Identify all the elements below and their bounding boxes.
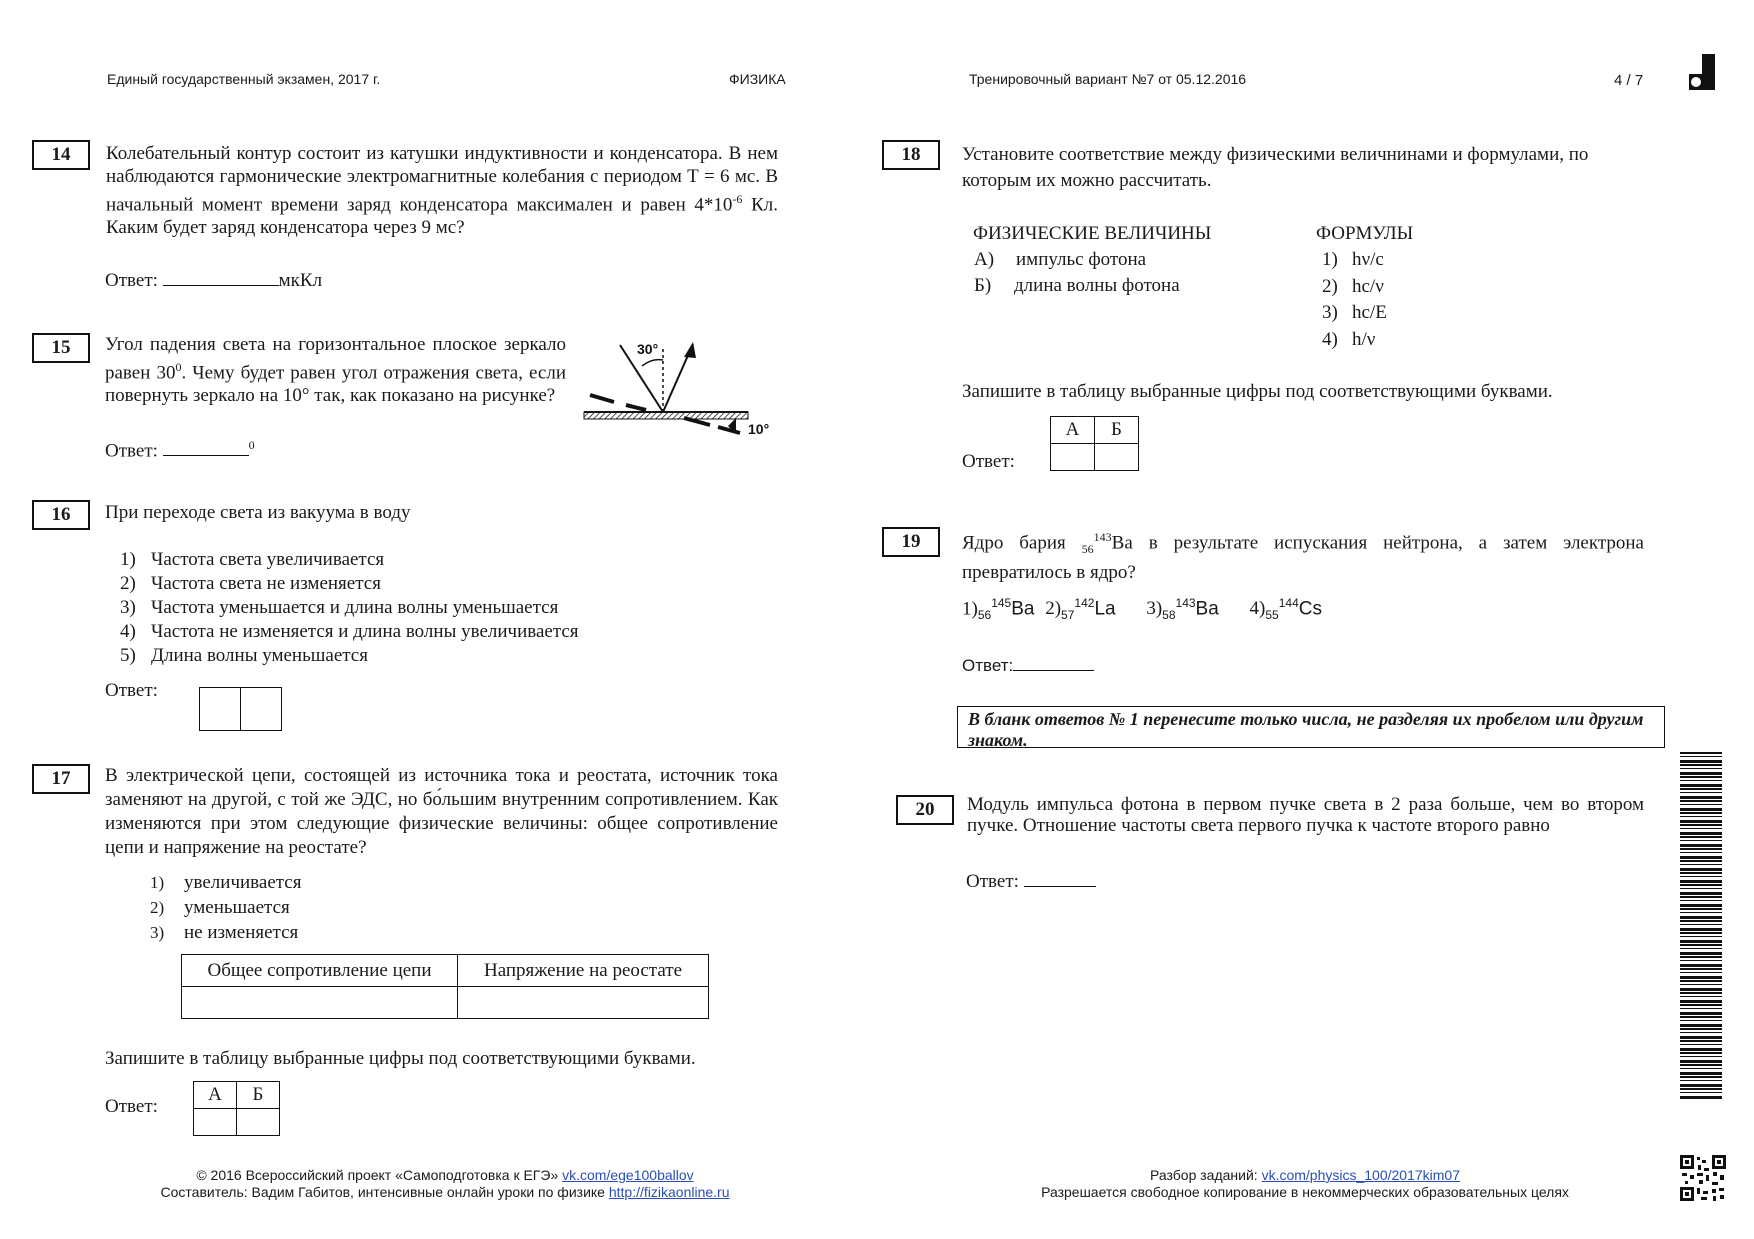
question-text: Угол падения света на горизонтальное плоское зеркало равен $30^0$. Чему будет равен угол отражения света, если повернуть зеркало на 10° так, как показано на рисунке?: [105, 334, 566, 407]
list-item: 2) hc/ν: [1322, 275, 1384, 297]
answer-cell[interactable]: [194, 1109, 237, 1136]
question-number: 14: [32, 140, 90, 170]
column-letter: Б: [1095, 417, 1139, 444]
barcode-icon: [1680, 752, 1722, 1100]
option-list: [120, 548, 579, 668]
list-item: 3) Частота уменьшается и длина волны уменьшается: [120, 597, 559, 618]
footer-analysis: Разбор заданий: vk.com/physics_100/2017kim07: [1150, 1167, 1460, 1183]
qr-code-icon: [1680, 1155, 1726, 1201]
answer-table: [193, 1081, 280, 1136]
list-item: 1) Частота света увеличивается: [120, 549, 385, 570]
column-title: ФИЗИЧЕСКИЕ ВЕЛИЧИНЫ: [973, 223, 1212, 244]
instruction-text: Запишите в таблицу выбранные цифры под соответствующими буквами.: [962, 381, 1553, 402]
answer-label: Ответ:: [105, 440, 158, 462]
list-item: 4) h/ν: [1322, 328, 1376, 350]
table-header: Напряжение на реостате: [458, 955, 709, 987]
answer-label: Ответ:: [105, 680, 158, 701]
answer-cell[interactable]: [200, 688, 241, 731]
question-number: 20: [896, 795, 954, 825]
answer-label: Ответ:: [962, 656, 1014, 675]
list-item: А) импульс фотона: [974, 249, 1147, 270]
question-number: 16: [32, 500, 90, 530]
footer-copyright: © 2016 Всероссийский проект «Самоподготовка к ЕГЭ» vk.com/ege100ballov: [196, 1167, 694, 1183]
formula-list: [1322, 247, 1387, 353]
answer-boxes: [199, 687, 282, 731]
exam-title: Единый государственный экзамен, 2017 г.: [107, 71, 381, 87]
mirror-reflection-figure: [580, 330, 780, 442]
answer-label: Ответ:: [105, 270, 158, 291]
degree-mark: 0: [248, 438, 255, 452]
question-number: 18: [882, 140, 940, 170]
table-header: Общее сопротивление цепи: [182, 955, 458, 987]
question-number: 17: [32, 764, 90, 794]
list-item: 3) не изменяется: [150, 922, 299, 943]
question-text: При переходе света из вакуума в воду: [105, 502, 411, 523]
page-number: 4 / 7: [1614, 72, 1644, 89]
answer-input[interactable]: [1013, 670, 1094, 671]
angle-label: 10°: [748, 421, 770, 437]
list-item: 2) Частота света не изменяется: [120, 573, 381, 594]
answer-cell[interactable]: [1051, 444, 1095, 471]
mirror-hatch: [584, 412, 748, 419]
question-text: Установите соответствие между физическими величнинами и формулами, по которым их можно рассчитать.: [962, 144, 1589, 191]
list-item: 3) hc/E: [1322, 302, 1387, 323]
corner-mark-icon: [1689, 54, 1715, 90]
nuclide-options: $1)_{56}^{145}Ba$ $2)_{57}^{142}La$ $3)_{58}^{143}Ba$ $4)_{55}^{144}Cs$: [962, 596, 1322, 623]
instruction-text: Запишите в таблицу выбранные цифры под соответствующими буквами.: [105, 1048, 696, 1069]
question-number: 19: [882, 527, 940, 557]
answer-cell[interactable]: [241, 688, 282, 731]
answer-label: Ответ:: [105, 1096, 158, 1117]
footer-author: Составитель: Вадим Габитов, интенсивные онлайн уроки по физике http://fizikaonline.ru: [160, 1184, 730, 1200]
list-item: 1) увеличивается: [150, 872, 302, 893]
angle-label: 30°: [637, 341, 659, 357]
answer-label: Ответ:: [966, 871, 1019, 892]
column-letter: Б: [237, 1082, 280, 1109]
list-item: 5) Длина волны уменьшается: [120, 645, 368, 666]
answer-cell[interactable]: [237, 1109, 280, 1136]
answer-line: [105, 434, 255, 462]
footer-link[interactable]: vk.com/ege100ballov: [562, 1167, 694, 1183]
quantity-table: [181, 954, 709, 1019]
answer-line: [105, 269, 322, 292]
column-letter: А: [1051, 417, 1095, 444]
question-text: Ядро бария $_{56}^{143}$Ва в результате испускания нейтрона, а затем электрона превратилось в ядро?: [962, 530, 1644, 584]
question-text: Модуль импульса фотона в первом пучке света в 2 раза больше, чем во втором пучке. Отношение частоты света первого пучка к частоте второго равно: [967, 794, 1644, 836]
footer-link[interactable]: http://fizikaonline.ru: [608, 1184, 730, 1200]
column-title: ФОРМУЛЫ: [1316, 223, 1414, 244]
table-cell[interactable]: [182, 987, 458, 1019]
answer-cell[interactable]: [1095, 444, 1139, 471]
list-item: 4) Частота не изменяется и длина волны увеличивается: [120, 621, 579, 642]
answer-table: [1050, 416, 1139, 471]
question-text: В электрической цепи, состоящей из источника тока и реостата, источник тока заменяют на другой, с той же ЭДС, но бо́льшим внутренним сопротивлением. Как изменяются при этом следующие физические величины: общее сопротивление цепи и напряжение на реостате?: [105, 765, 778, 858]
answer-input[interactable]: [163, 285, 279, 286]
transfer-notice: В бланк ответов № 1 перенесите только числа, не разделяя их пробелом или другим знаком.: [957, 706, 1665, 748]
table-cell[interactable]: [458, 987, 709, 1019]
question-number: 15: [32, 333, 90, 363]
list-item: 1) hν/c: [1322, 249, 1384, 270]
subject-title: ФИЗИКА: [729, 71, 786, 87]
answer-line: [962, 656, 1094, 676]
answer-line: [966, 870, 1096, 893]
answer-label: Ответ:: [962, 451, 1015, 472]
list-item: Б) длина волны фотона: [974, 275, 1180, 296]
column-letter: А: [194, 1082, 237, 1109]
answer-unit: мкКл: [278, 270, 323, 291]
footer-license: Разрешается свободное копирование в некоммерческих образовательных целях: [1041, 1184, 1569, 1200]
rotated-mirror-dash: [590, 395, 614, 402]
option-list: [150, 870, 301, 945]
variant-title: Тренировочный вариант №7 от 05.12.2016: [969, 71, 1247, 87]
list-item: 2) уменьшается: [150, 897, 290, 918]
question-text: Колебательный контур состоит из катушки индуктивности и конденсатора. В нем наблюдаются гармонические электромагнитные колебания с периодом Т = 6 мс. В начальный момент времени заряд конденсатора максимален и равен $4*10^{-6}$ Кл. Каким будет заряд конденсатора через 9 мс?: [106, 143, 779, 239]
answer-input[interactable]: [1024, 886, 1096, 887]
quantity-list: [974, 247, 1180, 299]
footer-link[interactable]: vk.com/physics_100/2017kim07: [1261, 1167, 1460, 1183]
answer-input[interactable]: [163, 455, 249, 456]
